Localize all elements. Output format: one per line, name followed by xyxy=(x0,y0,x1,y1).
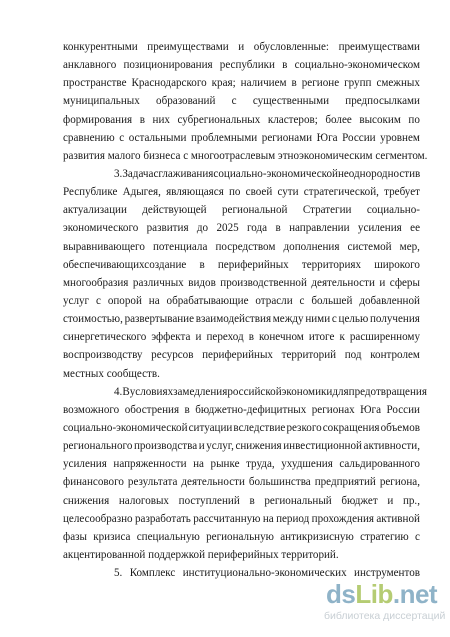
text-word: инструментов xyxy=(354,567,420,580)
text-word: социально-экономической xyxy=(63,421,188,434)
text-word: между xyxy=(272,313,304,326)
text-word: условиях xyxy=(129,385,174,398)
text-word: с xyxy=(231,95,237,108)
text-word: воспроизводству xyxy=(63,349,143,362)
text-word: России xyxy=(342,131,376,144)
text-word: анклавного xyxy=(63,59,117,72)
text-word: стратегию xyxy=(360,530,409,543)
text-word: резкого xyxy=(286,421,322,434)
text-word: В xyxy=(122,385,130,398)
text-line xyxy=(63,437,420,455)
text-word: налоговых xyxy=(118,494,169,507)
text-word: переход xyxy=(206,331,244,344)
text-word: региональную xyxy=(206,530,274,543)
text-word: неоднородности xyxy=(337,167,416,180)
text-word: групп xyxy=(344,77,372,90)
text-word: активной xyxy=(376,512,420,525)
text-word: регионе xyxy=(301,77,340,90)
text-word: посредством xyxy=(215,240,276,253)
text-word: по xyxy=(228,186,241,199)
text-word: существенными xyxy=(252,95,330,108)
watermark-logo-ds: ds xyxy=(326,579,356,609)
text-word: мер, xyxy=(399,240,420,253)
text-word: фазы xyxy=(63,530,87,543)
text-word: периферийных xyxy=(202,349,273,362)
text-word: и xyxy=(195,331,202,344)
text-word: в xyxy=(415,167,421,180)
text-word: производства xyxy=(133,440,198,453)
text-word: потенциала xyxy=(152,240,208,253)
text-word: требует xyxy=(384,186,420,199)
text-word: направлении xyxy=(289,222,350,235)
text-line xyxy=(63,274,420,292)
text-word: в xyxy=(249,494,255,507)
text-word: уровнем xyxy=(380,131,420,144)
text-line xyxy=(63,510,420,528)
text-word: и xyxy=(387,494,394,507)
text-word: периферийных xyxy=(217,258,289,271)
text-word: наличием xyxy=(240,77,287,90)
text-line xyxy=(63,74,420,92)
text-word: для xyxy=(332,385,349,398)
text-word: многообразия xyxy=(63,276,129,289)
text-line xyxy=(63,256,420,274)
text-word: актуализации xyxy=(63,204,127,217)
text-line xyxy=(63,546,420,564)
text-word: сравнению xyxy=(63,131,115,144)
text-word: ситуации xyxy=(188,421,233,434)
text-word: напряженности xyxy=(113,458,187,471)
text-line xyxy=(63,383,427,401)
text-word: в xyxy=(139,113,145,126)
text-word: снижения xyxy=(63,494,110,507)
text-word: позиционирования xyxy=(123,59,213,72)
text-word: деятельности xyxy=(181,476,245,489)
text-word: в xyxy=(248,331,254,344)
text-word: производственной xyxy=(220,276,307,289)
text-word: с xyxy=(119,131,125,144)
text-word: сокращения xyxy=(322,421,380,434)
text-word: институционально-экономических xyxy=(182,567,347,580)
text-word: территорий xyxy=(281,349,337,362)
text-word: видов xyxy=(188,276,216,289)
text-word: на xyxy=(148,294,160,307)
text-word: проблемными xyxy=(190,131,258,144)
text-line xyxy=(63,92,420,110)
text-word: дополнения xyxy=(283,240,340,253)
text-word: по xyxy=(408,113,420,126)
text-word: региона, xyxy=(379,476,420,489)
text-word: бюджет xyxy=(341,494,378,507)
text-word: деятельности xyxy=(311,276,375,289)
text-word: ресурсов xyxy=(151,349,194,362)
text-word: территориях xyxy=(301,258,362,271)
text-line xyxy=(63,111,420,129)
text-word: Задача xyxy=(122,167,154,180)
text-word: системой xyxy=(347,240,392,253)
text-word: услуг, xyxy=(206,440,234,453)
text-line xyxy=(63,365,420,383)
text-word: Комплекс xyxy=(129,567,176,580)
text-word: развертывание xyxy=(124,313,195,326)
text-word: бюджетно-дефицитных xyxy=(195,403,307,416)
text-word: получения xyxy=(370,313,420,326)
text-word: расширенному xyxy=(349,331,420,344)
text-word: опорой xyxy=(107,294,142,307)
text-word: года xyxy=(247,222,268,235)
text-word: Юга xyxy=(316,131,338,144)
text-word: услуг xyxy=(63,294,90,307)
watermark-logo xyxy=(324,579,446,629)
text-word: под xyxy=(344,349,362,362)
text-word: пространстве xyxy=(63,77,127,90)
text-word: рассчитанную xyxy=(193,512,261,525)
text-word: социально-экономическом xyxy=(294,59,420,72)
text-word: преимуществами xyxy=(338,41,420,53)
text-word: конкурентными xyxy=(63,41,138,53)
text-line xyxy=(63,147,428,165)
text-word: большинства xyxy=(248,476,311,489)
text-word: сглаживания xyxy=(153,167,214,180)
text-word: преимуществами xyxy=(147,41,229,53)
text-word: возможного xyxy=(63,403,120,416)
text-word: взаимодействия xyxy=(195,313,272,326)
text-word: высоким xyxy=(359,113,401,126)
text-word: контролем xyxy=(370,349,420,362)
text-word: на xyxy=(262,512,274,525)
text-word: конечном xyxy=(258,331,304,344)
text-word: объемов xyxy=(380,421,420,434)
text-line xyxy=(63,292,420,310)
text-word: 4. xyxy=(114,385,123,398)
text-word: до xyxy=(196,222,209,235)
text-word: региональный xyxy=(264,494,332,507)
text-word: обусловленные: xyxy=(253,41,329,53)
text-word: Адыгея, xyxy=(122,186,161,199)
watermark-subtitle: библиотека диссертаций xyxy=(324,610,446,622)
text-line xyxy=(63,38,420,56)
text-word: усиления xyxy=(63,458,107,471)
text-line xyxy=(63,492,420,510)
text-word: и xyxy=(238,41,245,53)
text-word: синергетического xyxy=(63,331,147,344)
text-word: ее xyxy=(410,222,420,235)
text-word: формирования xyxy=(63,113,133,126)
text-word: остальными xyxy=(128,131,187,144)
text-line xyxy=(63,219,420,237)
text-line xyxy=(63,129,420,147)
text-word: и xyxy=(198,440,205,453)
text-word: более xyxy=(325,113,352,126)
text-word: субрегиональных xyxy=(177,113,261,126)
watermark-logo-lib: Lib xyxy=(355,579,393,609)
text-word: пр., xyxy=(402,494,420,507)
text-word: и xyxy=(379,276,386,289)
text-word: действующей xyxy=(142,204,207,217)
text-word: сальдированного xyxy=(339,458,420,471)
text-word: к xyxy=(339,331,345,344)
text-line xyxy=(63,328,420,346)
text-word: обрабатывающие xyxy=(166,294,249,307)
text-line xyxy=(63,346,420,364)
text-word: целью xyxy=(338,313,369,326)
text-word: с xyxy=(331,313,337,326)
text-word: муниципальных xyxy=(63,95,140,108)
text-word: республики xyxy=(219,59,275,72)
text-word: обострения xyxy=(124,403,180,416)
text-word: период xyxy=(276,512,310,525)
text-word: кризиса xyxy=(93,530,131,543)
text-word: Юга xyxy=(360,403,382,416)
text-line xyxy=(63,473,420,491)
text-word: Стратегии xyxy=(302,204,352,217)
text-word: замедления xyxy=(173,385,228,398)
text-word: рынке xyxy=(210,458,240,471)
text-word: в xyxy=(275,222,281,235)
text-word: 3. xyxy=(114,167,123,180)
text-word: социально- xyxy=(366,204,420,217)
text-word: в xyxy=(291,77,297,90)
text-word: сути xyxy=(277,186,299,199)
watermark-logo-net: .net xyxy=(392,579,438,609)
text-word: вследствие xyxy=(233,421,286,434)
text-word: социально-экономической xyxy=(213,167,338,180)
text-line-content: местных сообществ. xyxy=(63,367,160,380)
text-word: специальную xyxy=(136,530,200,543)
text-line-content: развития малого бизнеса с многоотраслевым этноэкономическим сегментом. xyxy=(63,149,428,162)
text-word: стратегической, xyxy=(303,186,379,199)
text-word: большей xyxy=(311,294,353,307)
text-word: края; xyxy=(211,77,236,90)
text-word: снижения xyxy=(235,440,282,453)
text-word: с xyxy=(415,530,420,543)
text-word: поступлений xyxy=(178,494,240,507)
text-word: выравнивающего xyxy=(63,240,145,253)
text-word: своей xyxy=(245,186,273,199)
text-word: прохождения xyxy=(311,512,374,525)
text-line xyxy=(63,238,420,256)
text-line xyxy=(63,455,420,473)
text-word: обеспечивающихсоздание xyxy=(63,258,187,271)
text-word: развития xyxy=(146,222,189,235)
text-line xyxy=(63,419,420,437)
text-word: в xyxy=(199,258,205,271)
text-line xyxy=(63,183,420,201)
text-word: 5. xyxy=(114,567,123,580)
text-line xyxy=(63,528,420,546)
text-word: финансового xyxy=(63,476,124,489)
text-word: 2025 xyxy=(216,222,239,235)
text-word: антикризисную xyxy=(280,530,354,543)
text-word: усиления xyxy=(357,222,402,235)
text-word: региональной xyxy=(221,204,288,217)
text-word: активности, xyxy=(363,440,420,453)
text-word: широкого xyxy=(374,258,420,271)
text-word: регионального xyxy=(63,440,133,453)
text-word: добавленной xyxy=(359,294,420,307)
text-word: стоимостью, xyxy=(63,313,123,326)
text-word: с xyxy=(299,294,305,307)
text-word: регионами xyxy=(261,131,313,144)
text-word: разработать xyxy=(134,512,191,525)
text-word: отрасли xyxy=(255,294,293,307)
text-word: инвестиционной xyxy=(283,440,362,453)
text-word: Республике xyxy=(63,186,118,199)
text-word: экономического xyxy=(63,222,139,235)
watermark-logo-text xyxy=(326,579,437,609)
text-word: ухудшения xyxy=(281,458,333,471)
text-word: образований xyxy=(156,95,216,108)
text-line xyxy=(63,165,420,183)
text-word: целесообразно xyxy=(63,512,133,525)
text-word: труда, xyxy=(246,458,275,471)
text-word: различных xyxy=(132,276,184,289)
text-line xyxy=(63,201,420,219)
text-word: эффекта xyxy=(151,331,191,344)
text-word: российской xyxy=(227,385,282,398)
text-word: регионах xyxy=(311,403,355,416)
text-word: них xyxy=(152,113,170,126)
text-word: сферы xyxy=(389,276,420,289)
text-word: в xyxy=(184,403,190,416)
text-word: кластеров; xyxy=(267,113,318,126)
text-word: в xyxy=(282,59,288,72)
text-word: предприятий xyxy=(314,476,376,489)
text-word: предпосылками xyxy=(345,95,420,108)
document-body-text xyxy=(63,38,428,582)
text-word: России xyxy=(386,403,420,416)
text-line xyxy=(63,401,420,419)
text-word: смежных xyxy=(376,77,420,90)
text-word: ними xyxy=(305,313,331,326)
text-word: итоге xyxy=(308,331,335,344)
text-word: Краснодарского xyxy=(131,77,207,90)
text-word: экономики xyxy=(281,385,333,398)
text-word: предотвращения xyxy=(348,385,427,398)
text-word: являющаяся xyxy=(166,186,224,199)
text-word: результата xyxy=(127,476,178,489)
text-word: с xyxy=(96,294,101,307)
text-word: на xyxy=(193,458,204,471)
text-line xyxy=(63,310,420,328)
text-line-content: акцентированной поддержкой периферийных территорий. xyxy=(63,548,339,561)
text-line xyxy=(63,56,420,74)
